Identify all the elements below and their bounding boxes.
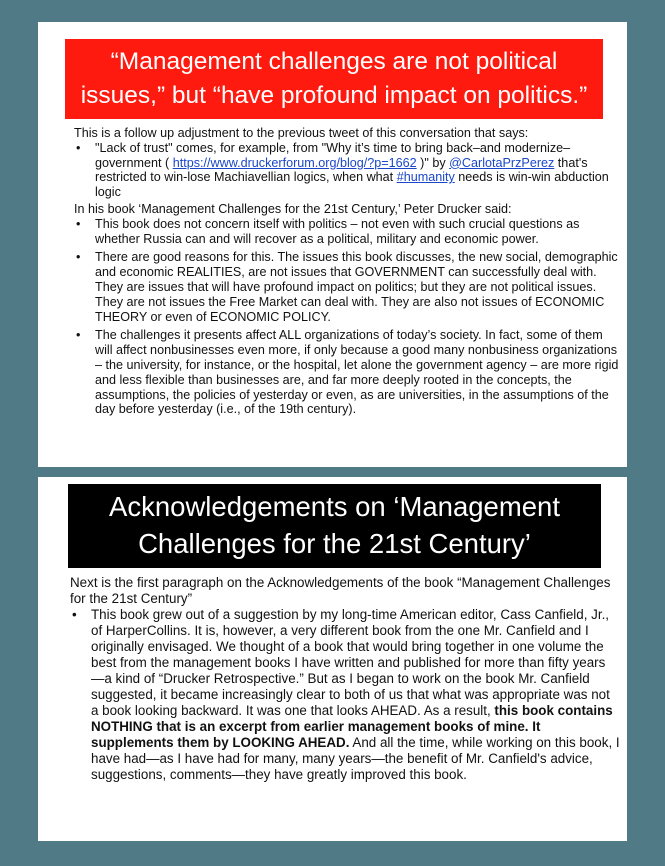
list-item: • There are good reasons for this. The issues this book discusses, the new social, demographic and economic REALITIES, are not issues that GOVERNMENT can successfully deal with. They are issues that will have profound impact on politics; but they are not political issues. They are not issues the Free Market can deal with. They are also not issues of ECONOMIC THEORY or even of ECONOMIC POLICY. [74,250,620,324]
title-line-1: Acknowledgements on ‘Management [109,491,560,522]
carlota-mention-link[interactable]: @CarlotaPrzPerez [449,155,555,170]
slide-political-issues [38,22,627,467]
trust-text-1: "Lack of trust" comes, for example, from "Why it’s time to bring back–and modernize– government ( [95,140,571,170]
book-intro-text: In his book ‘Management Challenges for the 21st Century,’ Peter Drucker said: [74,201,512,216]
intro-text: This is a follow up adjustment to the previous tweet of this conversation that says: [74,126,529,140]
list-item: • This book does not concern itself with politics – not even with such crucial questions as whether Russia can and will recover as a political, military and economic power. [74,217,620,247]
title-line-2: issues,” but “have profound impact on politics.” [80,82,588,109]
trust-text-2: )" by [416,155,450,170]
slide-acknowledgements [38,477,627,841]
trust-list [74,141,620,200]
slide-title-political [65,39,603,119]
slide-body-political [74,126,620,421]
acknowledgements-intro: Next is the first paragraph on the Acknowledgements of the book “Management Challenges for the 21st Century” [70,575,611,606]
slide-title-acknowledgements [68,484,601,568]
para-start: This book grew out of a suggestion by my long-time American editor, Cass Canfield, Jr., of HarperCollins. It is, however, a very different book from the one Mr. Canfield and I originally envisaged. We thought of a book that would bring together in one volume the best from the management books I have written and published for more than fifty years —a kind of “Drucker Retrospective.” But as I began to work on the book Mr. Canfield suggested, it became increasingly clear to both of us that what was appropriate was not a book looking backward. It was one that looks AHEAD. As a result, [91,607,610,718]
list-item-trust [74,141,620,200]
para-bold: this book contains NOTHING that is an excerpt from earlier management books of mine. It supplements them by LOOKING AHEAD. [91,703,613,750]
druckerforum-link[interactable]: https://www.druckerforum.org/blog/?p=1662 [172,155,417,170]
para-end: And all the time, while working on this book, I have had—as I have had for many, many years—the benefit of Mr. Canfield's advice, suggestions, comments—they have greatly improved this book. [91,735,620,782]
trust-text-3: that's restricted to win-lose Machiavellian logics, when what [95,155,588,185]
list-item-acknowledgement [70,607,620,783]
humanity-hashtag-link[interactable]: #humanity [396,170,455,185]
title-line-1: “Management challenges are not political [110,48,558,75]
slide-body-acknowledgements [70,575,620,783]
list-item: • The challenges it presents affect ALL organizations of today’s society. In fact, some of them will affect nonbusinesses even more, if only because a good many nonbusiness organizations – the university, for instance, or the hospital, let alone the government agency – are more rigid and less flexible than businesses are, and far more deeply rooted in the concepts, the assumptions, the policies of yesterday or even, as are universities, in the assumptions of the day before yesterday (i.e., of the 19th century). [74,328,620,417]
acknowledgements-list [70,607,620,783]
trust-text-4: needs is win-win abduction logic [95,170,609,200]
title-line-2: Challenges for the 21st Century’ [138,528,531,559]
drucker-quote-list [74,217,620,417]
